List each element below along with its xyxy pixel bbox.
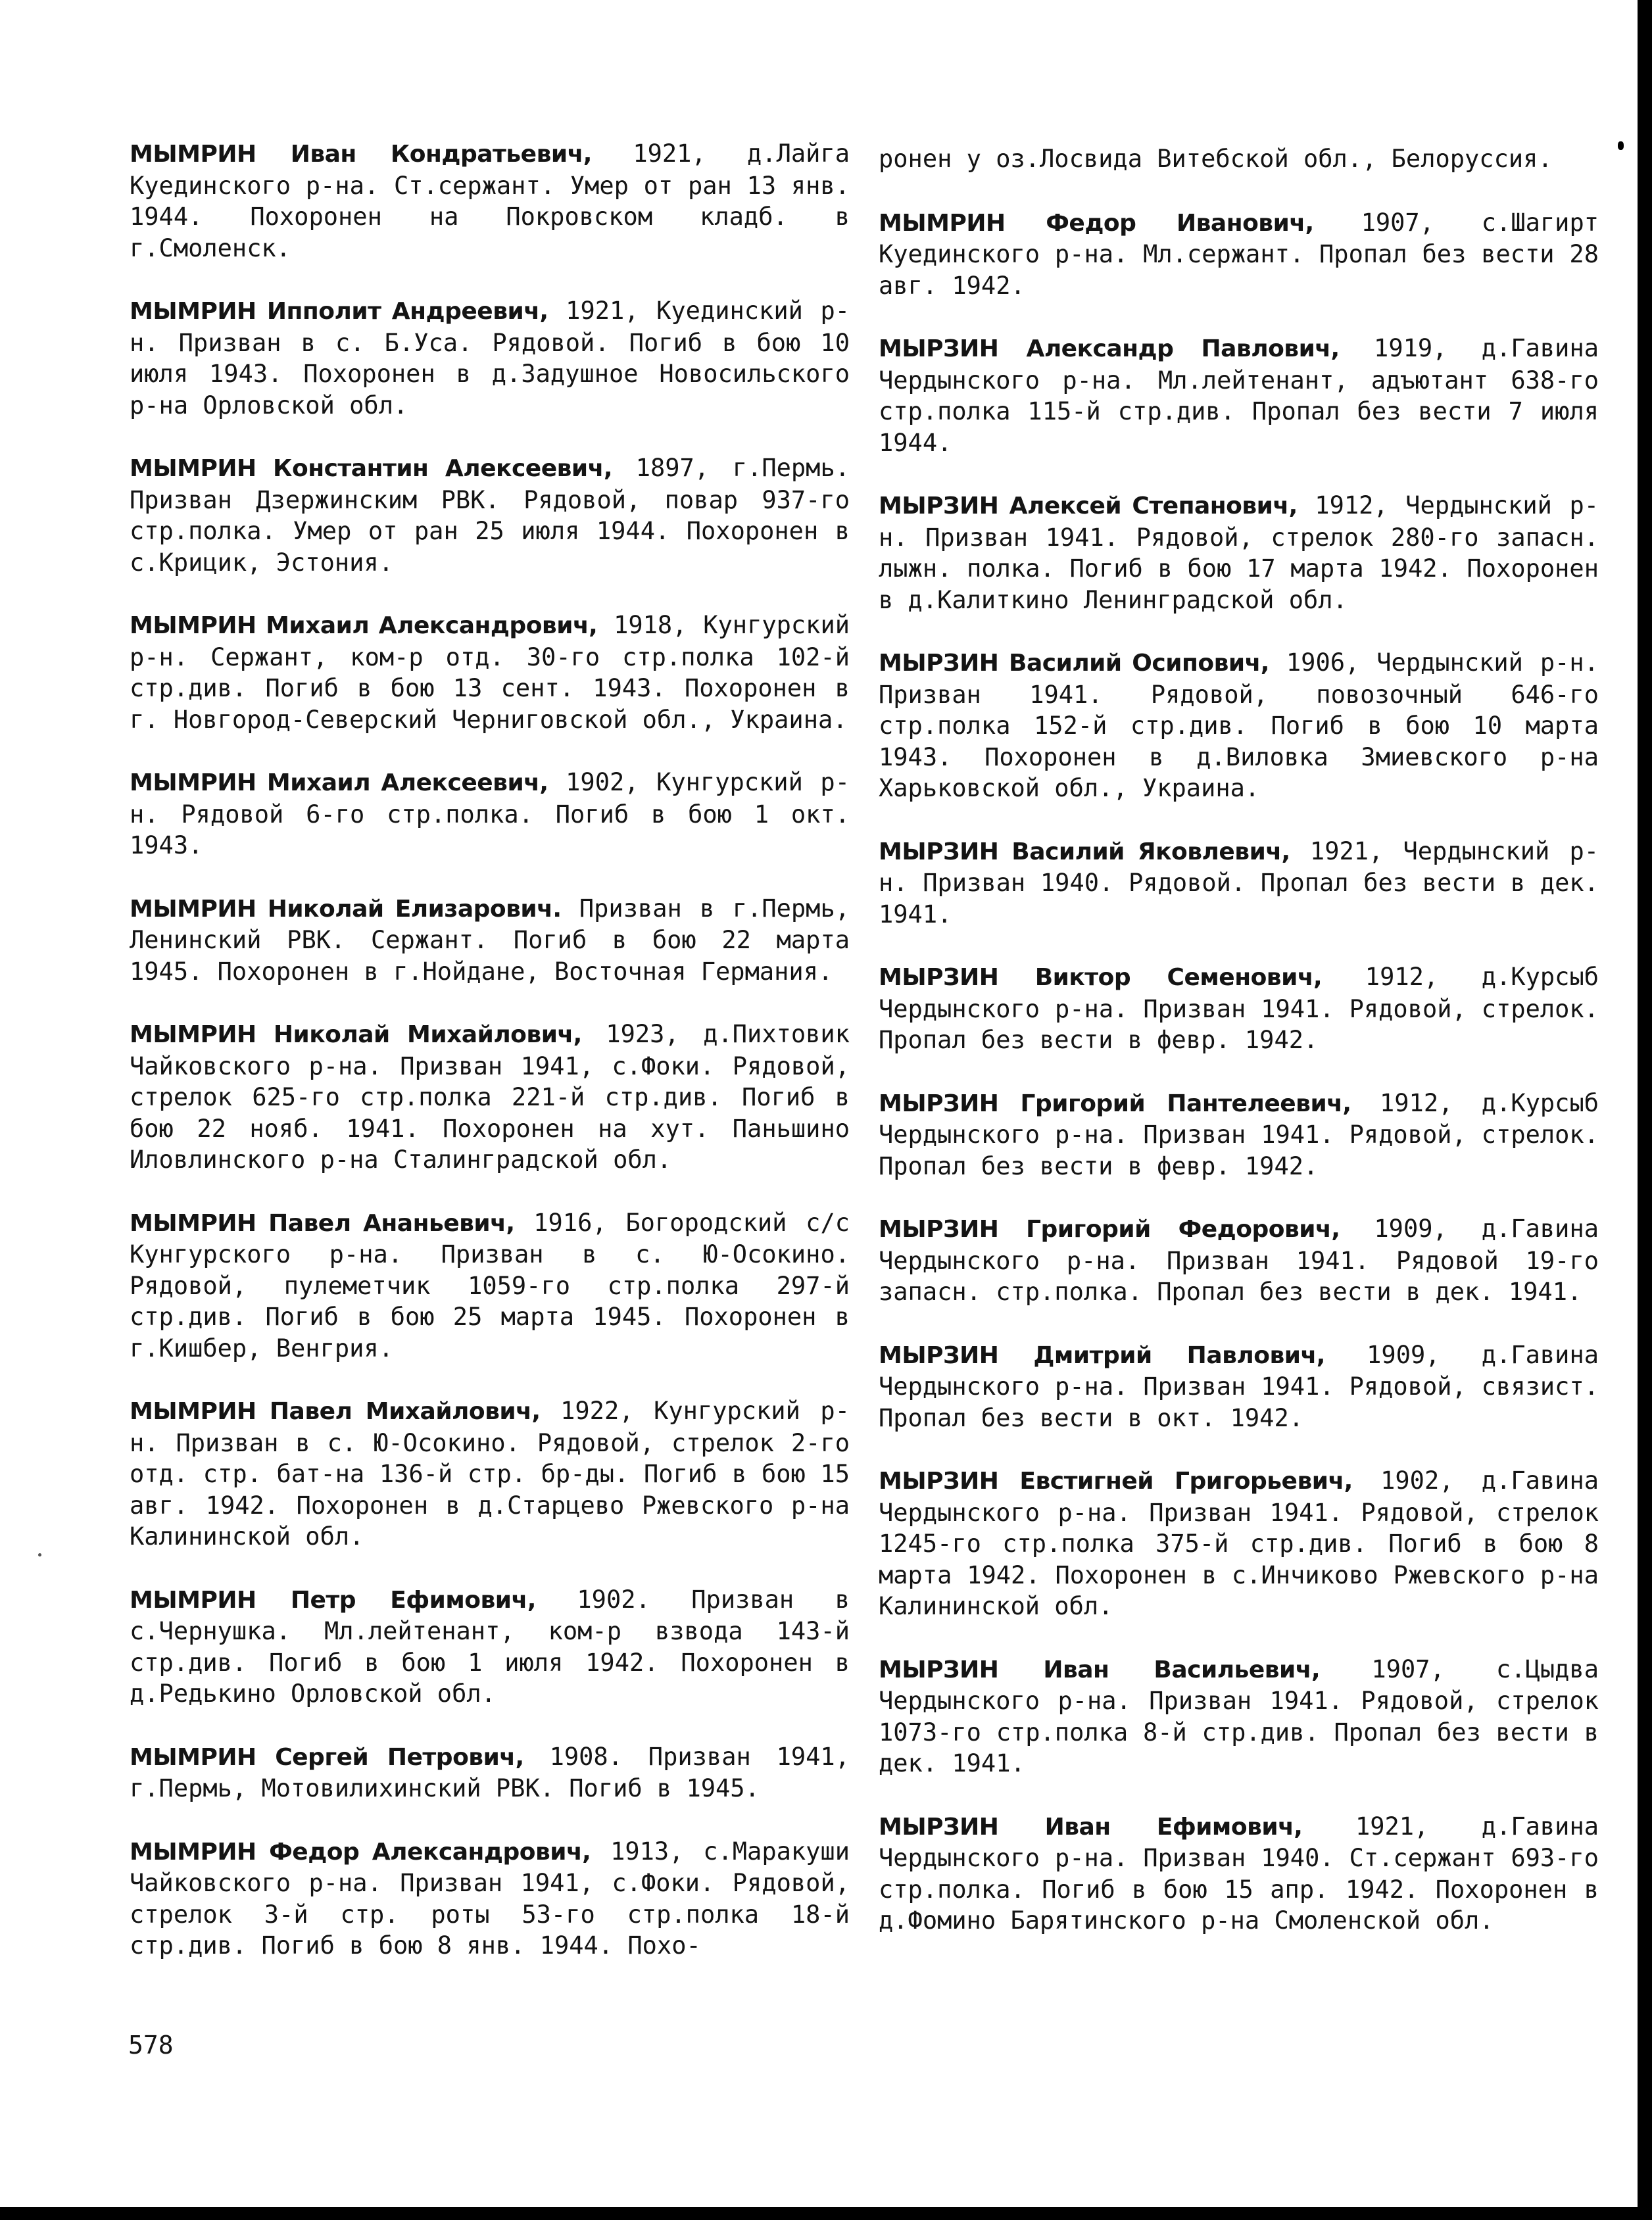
entry-text: Призван в г.Пермь, Ленинский РВК. Сержант. Погиб в бою 22 марта 1945. Похоронен в г.Нойдане, Восточная Германия. — [130, 894, 850, 986]
entry-name: МЫМРИН Петр Ефимович, — [130, 1586, 536, 1614]
entry-text: 1912, Чердынский р-н. Призван 1941. Рядовой, стрелок 280-го запасн. лыжн. полка. Погиб в бою 17 марта 1942. Похоронен в д.Калиткино Ленинградской обл. — [879, 491, 1599, 614]
entry — [130, 138, 850, 264]
entry — [130, 1584, 850, 1710]
entry — [130, 893, 850, 988]
entry-name: МЫРЗИН Иван Ефимович, — [879, 1813, 1303, 1841]
entry — [879, 1654, 1599, 1779]
entry-name: МЫМРИН Николай Елизарович. — [130, 895, 562, 923]
entry-text: 1922, Кунгурский р-н. Призван в с. Ю-Осокино. Рядовой, стрелок 2-го отд. стр. бат-на 136-й стр. бр-ды. Погиб в бою 15 авг. 1942. Похоронен в д.Старцево Ржевского р-на Калининской обл. — [130, 1397, 850, 1551]
entry-name: МЫМРИН Павел Ананьевич, — [130, 1209, 515, 1237]
entry-text: 1902, Кунгурский р-н. Рядовой 6-го стр.полка. Погиб в бою 1 окт. 1943. — [130, 768, 850, 859]
entry-text: 1908. Призван 1941, г.Пермь, Мотовилихинский РВК. Погиб в 1945. — [130, 1742, 850, 1802]
entry-text: 1919, д.Гавина Чердынского р-на. Мл.лейтенант, адъютант 638-го стр.полка 115-й стр.див. Пропал без вести 7 июля 1944. — [879, 334, 1599, 457]
entry — [879, 207, 1599, 302]
entry — [879, 1339, 1599, 1434]
entry-name: МЫМРИН Федор Александрович, — [130, 1838, 591, 1866]
entry-text: ронен у оз.Лосвида Витебской обл., Белоруссия. — [879, 145, 1553, 173]
entry-name: МЫРЗИН Виктор Семенович, — [879, 964, 1323, 991]
entry — [130, 1019, 850, 1176]
entry-name: МЫРЗИН Василий Яковлевич, — [879, 838, 1290, 865]
entry-text: 1907, с.Цыдва Чердынского р-на. Призван 1941. Рядовой, стрелок 1073-го стр.полка 8-й стр.див. Пропал без вести в дек. 1941. — [879, 1654, 1599, 1777]
entry-text: 1897, г.Пермь. Призван Дзержинским РВК. Рядовой, повар 937-го стр.полка. Умер от ран 25 июля 1944. Похоронен в с.Крицик, Эстония. — [130, 454, 850, 577]
entry-name: МЫМРИН Павел Михайлович, — [130, 1398, 541, 1425]
entry-name: МЫРЗИН Дмитрий Павлович, — [879, 1341, 1325, 1369]
entry — [130, 452, 850, 578]
entry-name: МЫРЗИН Иван Васильевич, — [879, 1656, 1321, 1683]
entry-name: МЫРЗИН Григорий Федорович, — [879, 1216, 1340, 1243]
entry-text: 1909, д.Гавина Чердынского р-на. Призван 1941. Рядовой, связист. Пропал без вести в окт. 1942. — [879, 1340, 1599, 1432]
scan-speck — [38, 1553, 41, 1556]
entry-text: 1902. Призван в с.Чернушка. Мл.лейтенант, ком-р взвода 143-й стр.див. Погиб в бою 1 июля 1942. Похоронен в д.Редькино Орловской обл. — [130, 1585, 850, 1708]
entry-name: МЫМРИН Михаил Алексеевич, — [130, 769, 548, 796]
page-number: 578 — [128, 2031, 174, 2060]
entry-text: 1912, д.Курсыб Чердынского р-на. Призван 1941. Рядовой, стрелок. Пропал без вести в февр. 1942. — [879, 1088, 1599, 1180]
entry-text: 1923, д.Пихтовик Чайковского р-на. Призван 1941, с.Фоки. Рядовой, стрелок 625-го стр.полка 221-й стр.див. Погиб в бою 22 нояб. 1941. Похоронен на хут. Паньшино Иловлинского р-на Сталинградской обл. — [130, 1020, 850, 1174]
entry — [879, 961, 1599, 1056]
entry — [130, 767, 850, 861]
entry-text: 1921, д.Лайга Куединского р-на. Ст.сержант. Умер от ран 13 янв. 1944. Похоронен на Покровском кладб. в г.Смоленск. — [130, 139, 850, 262]
entry — [879, 1811, 1599, 1937]
entry — [130, 1207, 850, 1364]
entry-text: 1907, с.Шагирт Куединского р-на. Мл.сержант. Пропал без вести 28 авг. 1942. — [879, 208, 1599, 300]
entry-text: 1918, Кунгурский р-н. Сержант, ком-р отд. 30-го стр.полка 102-й стр.див. Погиб в бою 13 сент. 1943. Похоронен в г. Новгород-Северский Черниговской обл., Украина. — [130, 611, 850, 734]
entry-name: МЫМРИН Иван Кондратьевич, — [130, 141, 592, 168]
entry — [879, 1465, 1599, 1622]
entry — [130, 1836, 850, 1962]
entry-name: МЫМРИН Михаил Александрович, — [130, 612, 598, 639]
entry — [879, 333, 1599, 458]
entry-name: МЫРЗИН Александр Павлович, — [879, 335, 1340, 362]
entry — [879, 143, 1599, 176]
entry — [879, 836, 1599, 930]
entry-name: МЫРЗИН Василий Осипович, — [879, 650, 1269, 677]
scan-border-right — [1638, 0, 1652, 2220]
entry-text: 1921, д.Гавина Чердынского р-на. Призван 1940. Ст.сержант 693-го стр.полка. Погиб в бою 15 апр. 1942. Похоронен в д.Фомино Барятинского р-на Смоленской обл. — [879, 1812, 1599, 1935]
entry-text: 1909, д.Гавина Чердынского р-на. Призван 1941. Рядовой 19-го запасн. стр.полка. Пропал без вести в дек. 1941. — [879, 1215, 1599, 1306]
entry — [130, 295, 850, 421]
left-column — [130, 138, 850, 1993]
entry-text: 1906, Чердынский р-н. Призван 1941. Рядовой, повозочный 646-го стр.полка 152-й стр.див. Погиб в бою 10 марта 1943. Похоронен в д.Виловка Змиевского р-на Харьковской обл., Украина. — [879, 648, 1599, 802]
entry — [130, 1395, 850, 1553]
entry — [879, 1088, 1599, 1182]
entry — [879, 1213, 1599, 1308]
entry-name: МЫМРИН Ипполит Андреевич, — [130, 298, 548, 325]
entry-name: МЫРЗИН Алексей Степанович, — [879, 493, 1298, 519]
entry — [130, 1741, 850, 1804]
entry-text: 1912, д.Курсыб Чердынского р-на. Призван 1941. Рядовой, стрелок. Пропал без вести в февр. 1942. — [879, 963, 1599, 1054]
entry — [130, 610, 850, 735]
entry — [879, 490, 1599, 615]
entry-text: 1921, Чердынский р-н. Призван 1940. Рядовой. Пропал без вести в дек. 1941. — [879, 836, 1599, 929]
entry-name: МЫРЗИН Григорий Пантелеевич, — [879, 1090, 1351, 1117]
entry-text: 1916, Богородский с/с Кунгурского р-на. Призван в с. Ю-Осокино. Рядовой, пулеметчик 1059-го стр.полка 297-й стр.див. Погиб в бою 25 марта 1945. Похоронен в г.Кишбер, Венгрия. — [130, 1208, 850, 1363]
entry-name: МЫМРИН Сергей Петрович, — [130, 1743, 524, 1771]
entry-name: МЫРЗИН Евстигней Григорьевич, — [879, 1468, 1353, 1495]
entry-name: МЫМРИН Николай Михайлович, — [130, 1021, 582, 1048]
entry-text: 1921, Куединский р-н. Призван в с. Б.Уса. Рядовой. Погиб в бою 10 июля 1943. Похоронен в д.Задушное Новосильского р-на Орловской обл. — [130, 297, 850, 420]
entry-name: МЫМРИН Константин Алексеевич, — [130, 455, 613, 482]
entry-name: МЫМРИН Федор Иванович, — [879, 209, 1314, 237]
right-column — [879, 143, 1599, 1968]
scan-border-bottom — [0, 2207, 1652, 2220]
entry-text: 1913, с.Маракуши Чайковского р-на. Призван 1941, с.Фоки. Рядовой, стрелок 3-й стр. роты 53-го стр.полка 18-й стр.див. Погиб в бою 8 янв. 1944. Похо- — [130, 1837, 850, 1960]
scan-speck — [1618, 141, 1624, 150]
entry-text: 1902, д.Гавина Чердынского р-на. Призван 1941. Рядовой, стрелок 1245-го стр.полка 375-й стр.див. Погиб в бою 8 марта 1942. Похоронен в с.Инчиково Ржевского р-на Калининской обл. — [879, 1466, 1599, 1620]
entry — [879, 647, 1599, 804]
